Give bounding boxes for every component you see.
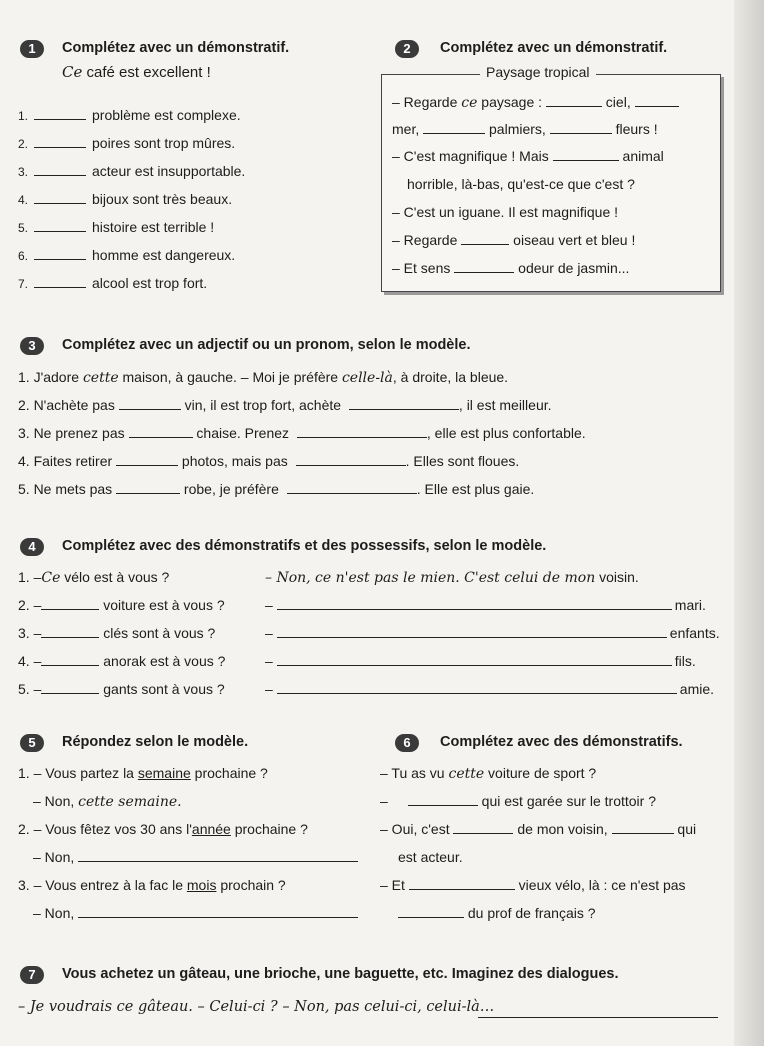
- text: – Et sens: [392, 260, 455, 276]
- answer-blank[interactable]: [116, 452, 178, 466]
- text: – Tu as vu: [380, 765, 449, 781]
- exercise-6-badge: 6: [395, 734, 419, 752]
- text: robe, je préfère: [180, 481, 283, 497]
- text: ciel,: [601, 94, 635, 110]
- underlined-word: année: [191, 821, 231, 837]
- answer-blank[interactable]: [277, 680, 677, 694]
- text: clés sont à vous ?: [99, 625, 216, 641]
- text: mer,: [392, 121, 424, 137]
- answer-blank[interactable]: [34, 218, 86, 232]
- exercise-3-item: [18, 452, 519, 470]
- handwritten-word: cette: [82, 370, 119, 386]
- text: amie.: [679, 681, 715, 697]
- text: odeur de jasmin...: [514, 260, 630, 276]
- exercise-4-question: [18, 624, 215, 642]
- text: oiseau vert et bleu !: [509, 232, 636, 248]
- answer-blank[interactable]: [635, 93, 679, 107]
- text: . Elles sont floues.: [405, 453, 520, 469]
- item-number: 3.: [18, 165, 29, 179]
- dialogue-line-2: [392, 120, 658, 138]
- answer-blank[interactable]: [78, 848, 358, 862]
- dialogue-line-6: [392, 231, 635, 249]
- dialogue-line-3: [392, 147, 664, 165]
- exercise-4-answer: [265, 652, 696, 670]
- text: 3. –: [18, 625, 42, 641]
- exercise-5-answer-3: [33, 904, 358, 922]
- answer-blank[interactable]: [349, 396, 459, 410]
- item-text: problème est complexe.: [92, 107, 241, 123]
- text: fils.: [674, 653, 696, 669]
- item-number: 7.: [18, 277, 29, 291]
- text: –: [265, 653, 273, 669]
- text: du prof de français ?: [464, 905, 596, 921]
- exercise-4-question: [18, 596, 225, 614]
- text: – C'est magnifique ! Mais: [392, 148, 553, 164]
- answer-blank[interactable]: [277, 652, 672, 666]
- exercise-6-line-6: [398, 904, 596, 922]
- answer-blank[interactable]: [116, 480, 180, 494]
- item-number: 4.: [18, 193, 29, 207]
- text: qui est garée sur le trottoir ?: [477, 793, 656, 809]
- text: 3. – Vous entrez à la fac le: [18, 877, 187, 893]
- text: paysage :: [477, 94, 546, 110]
- item-text: acteur est insupportable.: [92, 163, 246, 179]
- answer-blank[interactable]: [287, 480, 417, 494]
- dialogue-line-5: – C'est un iguane. Il est magnifique !: [392, 204, 619, 220]
- item-text: histoire est terrible !: [92, 219, 215, 235]
- underlined-word: semaine: [137, 765, 191, 781]
- handwritten-word: cette: [448, 766, 485, 782]
- exercise-5-heading: Répondez selon le modèle.: [62, 734, 249, 750]
- text: qui: [673, 821, 697, 837]
- text: – Non,: [33, 793, 79, 809]
- answer-blank[interactable]: [398, 904, 464, 918]
- item-text: poires sont trop mûres.: [92, 135, 236, 151]
- text: , elle est plus confortable.: [426, 425, 586, 441]
- answer-blank[interactable]: [41, 652, 99, 666]
- text: de mon voisin,: [513, 821, 612, 837]
- text: 3. Ne prenez pas: [18, 425, 129, 441]
- answer-blank[interactable]: [478, 1004, 718, 1018]
- item-number: 1.: [18, 109, 29, 123]
- answer-blank[interactable]: [34, 134, 86, 148]
- example-text: café est excellent !: [82, 64, 211, 81]
- text: , il est meilleur.: [458, 397, 552, 413]
- text: – Non,: [33, 849, 75, 865]
- answer-blank[interactable]: [546, 93, 602, 107]
- exercise-1-item: [18, 162, 245, 181]
- exercise-3-item: [18, 424, 586, 442]
- text: 1. –: [18, 569, 42, 585]
- exercise-5-question-2: [18, 820, 308, 838]
- dialogue-box-title: Paysage tropical: [480, 64, 596, 80]
- text: chaise. Prenez: [192, 425, 293, 441]
- item-number: 5.: [18, 221, 29, 235]
- exercise-4-example-question: [18, 568, 169, 587]
- exercise-5-question-1: [18, 764, 268, 782]
- text: – Regarde: [392, 94, 462, 110]
- exercise-1-heading: Complétez avec un démonstratif.: [62, 40, 290, 56]
- exercise-3-item-1: [18, 368, 508, 387]
- exercise-4-question: [18, 680, 225, 698]
- exercise-3-badge: 3: [20, 337, 44, 355]
- text: prochaine ?: [190, 765, 268, 781]
- text: vieux vélo, là : ce n'est pas: [514, 877, 686, 893]
- exercise-6-line-2: [380, 792, 656, 810]
- text: 4. –: [18, 653, 42, 669]
- exercise-5-answer-2: [33, 848, 358, 866]
- item-number: 6.: [18, 249, 29, 263]
- exercise-1-item: [18, 190, 232, 209]
- text: animal: [618, 148, 664, 164]
- text: –: [265, 597, 273, 613]
- text: vin, il est trop fort, achète: [180, 397, 345, 413]
- exercise-4-answer: [265, 680, 714, 698]
- answer-blank[interactable]: [453, 820, 513, 834]
- exercise-4-question: [18, 652, 225, 670]
- text: 2. – Vous fêtez vos 30 ans l': [18, 821, 192, 837]
- exercise-4-badge: 4: [20, 538, 44, 556]
- answer-blank[interactable]: [296, 452, 406, 466]
- answer-blank[interactable]: [408, 792, 478, 806]
- handwritten-answer: cette semaine.: [78, 794, 182, 810]
- example-handwritten-word: Ce: [62, 63, 83, 81]
- exercise-5-badge: 5: [20, 734, 44, 752]
- text: – Et: [380, 877, 409, 893]
- text: – Non,: [33, 905, 75, 921]
- answer-blank[interactable]: [41, 624, 99, 638]
- answer-blank[interactable]: [41, 596, 99, 610]
- item-text: alcool est trop fort.: [92, 275, 208, 291]
- answer-blank[interactable]: [423, 120, 485, 134]
- text: –: [265, 681, 273, 697]
- exercise-4-example-answer: [265, 568, 639, 587]
- exercise-3-item: [18, 480, 534, 498]
- text: – Oui, c'est: [380, 821, 454, 837]
- dialogue-line-1: [392, 93, 679, 112]
- answer-blank[interactable]: [277, 624, 667, 638]
- exercise-6-heading: Complétez avec des démonstratifs.: [440, 734, 683, 750]
- exercise-3-item: [18, 396, 552, 414]
- exercise-4-answer: [265, 596, 706, 614]
- answer-blank[interactable]: [277, 596, 672, 610]
- dialogue-line-4: horrible, là-bas, qu'est-ce que c'est ?: [407, 176, 635, 192]
- text: voiture est à vous ?: [99, 597, 225, 613]
- text: photos, mais pas: [178, 453, 292, 469]
- text: 1. J'adore: [18, 369, 83, 385]
- text: fleurs !: [611, 121, 658, 137]
- text: anorak est à vous ?: [99, 653, 226, 669]
- text: –: [265, 625, 273, 641]
- exercise-7-example: [18, 998, 494, 1016]
- text: voisin.: [595, 569, 639, 585]
- text: palmiers,: [485, 121, 550, 137]
- text: vélo est à vous ?: [60, 569, 170, 585]
- answer-blank[interactable]: [129, 424, 193, 438]
- text: – Regarde: [392, 232, 462, 248]
- exercise-1-item: [18, 134, 235, 153]
- exercise-1-badge: 1: [20, 40, 44, 58]
- item-text: homme est dangereux.: [92, 247, 236, 263]
- dialogue-line-7: [392, 259, 629, 277]
- answer-blank[interactable]: [553, 147, 619, 161]
- exercise-6-line-3: [380, 820, 696, 838]
- exercise-4-answer: [265, 624, 720, 642]
- exercise-7-badge: 7: [20, 966, 44, 984]
- item-text: bijoux sont très beaux.: [92, 191, 233, 207]
- text: 5. Ne mets pas: [18, 481, 117, 497]
- handwritten-word: ce: [461, 95, 478, 111]
- answer-blank[interactable]: [78, 904, 358, 918]
- text: maison, à gauche. – Moi je préfère: [118, 369, 342, 385]
- text: –: [380, 793, 388, 809]
- text: prochaine ?: [230, 821, 308, 837]
- text: 2. –: [18, 597, 42, 613]
- handwritten-word: Ce: [41, 570, 61, 586]
- text: , à droite, la bleue.: [392, 369, 509, 385]
- exercise-2-heading: Complétez avec un démonstratif.: [440, 40, 668, 56]
- text: voiture de sport ?: [484, 765, 597, 781]
- exercise-4-heading: Complétez avec des démonstratifs et des possessifs, selon le modèle.: [62, 538, 547, 554]
- exercise-1-item: [18, 274, 207, 293]
- answer-blank[interactable]: [34, 246, 86, 260]
- exercise-6-line-1: [380, 764, 596, 783]
- text: 4. Faites retirer: [18, 453, 117, 469]
- text: 5. –: [18, 681, 42, 697]
- exercise-7-heading: Vous achetez un gâteau, une brioche, une baguette, etc. Imaginez des dialogues.: [62, 966, 619, 982]
- answer-blank[interactable]: [612, 820, 674, 834]
- exercise-1-example: [62, 63, 211, 82]
- handwritten-word: celle-là: [341, 370, 393, 386]
- exercise-3-heading: Complétez avec un adjectif ou un pronom, selon le modèle.: [62, 337, 471, 353]
- exercise-6-line-4: est acteur.: [398, 849, 463, 865]
- text: enfants.: [669, 625, 720, 641]
- answer-blank[interactable]: [409, 876, 515, 890]
- answer-blank[interactable]: [34, 190, 86, 204]
- text: 1. – Vous partez la: [18, 765, 138, 781]
- answer-blank[interactable]: [297, 424, 427, 438]
- answer-blank[interactable]: [34, 106, 86, 120]
- answer-blank[interactable]: [34, 274, 86, 288]
- text: . Elle est plus gaie.: [416, 481, 535, 497]
- text: mari.: [674, 597, 706, 613]
- page-edge-shadow: [734, 0, 764, 1046]
- handwritten-answer: – Non, ce n'est pas le mien. C'est celui de mon: [265, 570, 596, 586]
- underlined-word: mois: [186, 877, 217, 893]
- answer-blank[interactable]: [461, 231, 509, 245]
- text: gants sont à vous ?: [99, 681, 225, 697]
- answer-blank[interactable]: [41, 680, 99, 694]
- exercise-5-question-3: [18, 876, 286, 894]
- text: 2. N'achète pas: [18, 397, 119, 413]
- exercise-1-item: [18, 218, 214, 237]
- exercise-1-item: [18, 106, 241, 125]
- exercise-6-line-5: [380, 876, 686, 894]
- answer-blank[interactable]: [119, 396, 181, 410]
- exercise-5-answer-1: [33, 792, 182, 811]
- answer-blank[interactable]: [550, 120, 612, 134]
- answer-blank[interactable]: [454, 259, 514, 273]
- exercise-2-badge: 2: [395, 40, 419, 58]
- text: prochain ?: [216, 877, 286, 893]
- answer-blank[interactable]: [34, 162, 86, 176]
- handwritten-example: – Je voudrais ce gâteau. – Celui-ci ? – Non, pas celui-ci, celui-là…: [18, 999, 495, 1015]
- item-number: 2.: [18, 137, 29, 151]
- exercise-1-item: [18, 246, 235, 265]
- box-border-segment: [382, 74, 478, 75]
